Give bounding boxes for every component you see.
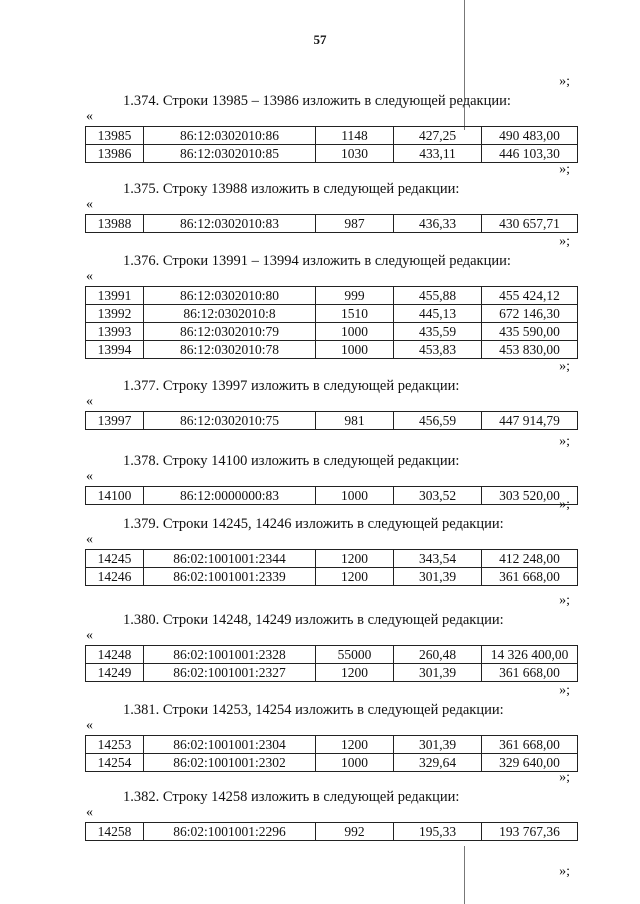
area-cell: 999 <box>316 287 394 305</box>
value-cell: 361 668,00 <box>482 568 578 586</box>
section-heading: 1.376. Строки 13991 – 13994 изложить в следующей редакции: <box>123 253 511 269</box>
cadastral-number-cell: 86:12:0302010:86 <box>144 127 316 145</box>
rate-cell: 435,59 <box>394 323 482 341</box>
area-cell: 1000 <box>316 754 394 772</box>
value-cell: 412 248,00 <box>482 550 578 568</box>
cadastral-number-cell: 86:12:0000000:83 <box>144 487 316 505</box>
opening-quote: « <box>86 718 93 733</box>
amendment-table <box>85 214 578 233</box>
opening-quote: « <box>86 394 93 409</box>
table-row <box>86 568 578 586</box>
table-row <box>86 646 578 664</box>
table-row <box>86 487 578 505</box>
fold-line-bottom <box>464 846 465 904</box>
cadastral-number-cell: 86:12:0302010:79 <box>144 323 316 341</box>
table-row <box>86 127 578 145</box>
value-cell: 435 590,00 <box>482 323 578 341</box>
amendment-table <box>85 645 578 682</box>
row-number-cell: 13991 <box>86 287 144 305</box>
cadastral-number-cell: 86:12:0302010:83 <box>144 215 316 233</box>
value-cell: 446 103,30 <box>482 145 578 163</box>
rate-cell: 260,48 <box>394 646 482 664</box>
area-cell: 55000 <box>316 646 394 664</box>
value-cell: 490 483,00 <box>482 127 578 145</box>
rate-cell: 301,39 <box>394 736 482 754</box>
amendment-table <box>85 822 578 841</box>
row-number-cell: 13988 <box>86 215 144 233</box>
table-row <box>86 305 578 323</box>
closing-quote: »; <box>559 359 570 374</box>
table-row <box>86 664 578 682</box>
cadastral-number-cell: 86:02:1001001:2304 <box>144 736 316 754</box>
fold-line-top <box>464 0 465 130</box>
value-cell: 14 326 400,00 <box>482 646 578 664</box>
table-row <box>86 145 578 163</box>
rate-cell: 343,54 <box>394 550 482 568</box>
row-number-cell: 13997 <box>86 412 144 430</box>
section-heading: 1.382. Строку 14258 изложить в следующей редакции: <box>123 789 460 805</box>
closing-quote: »; <box>559 864 570 879</box>
area-cell: 1200 <box>316 736 394 754</box>
rate-cell: 436,33 <box>394 215 482 233</box>
opening-quote: « <box>86 469 93 484</box>
closing-quote: »; <box>559 770 570 785</box>
row-number-cell: 14253 <box>86 736 144 754</box>
row-number-cell: 14245 <box>86 550 144 568</box>
row-number-cell: 14249 <box>86 664 144 682</box>
closing-quote: »; <box>559 434 570 449</box>
cadastral-number-cell: 86:02:1001001:2344 <box>144 550 316 568</box>
row-number-cell: 14258 <box>86 823 144 841</box>
table-row <box>86 215 578 233</box>
opening-quote: « <box>86 269 93 284</box>
amendment-table <box>85 411 578 430</box>
cadastral-number-cell: 86:12:0302010:85 <box>144 145 316 163</box>
value-cell: 361 668,00 <box>482 736 578 754</box>
section-heading: 1.379. Строки 14245, 14246 изложить в следующей редакции: <box>123 516 504 532</box>
section-heading: 1.377. Строку 13997 изложить в следующей редакции: <box>123 378 460 394</box>
area-cell: 981 <box>316 412 394 430</box>
area-cell: 987 <box>316 215 394 233</box>
cadastral-number-cell: 86:02:1001001:2302 <box>144 754 316 772</box>
table-row <box>86 550 578 568</box>
value-cell: 361 668,00 <box>482 664 578 682</box>
section-heading: 1.381. Строки 14253, 14254 изложить в следующей редакции: <box>123 702 504 718</box>
amendment-table <box>85 735 578 772</box>
table-row <box>86 412 578 430</box>
row-number-cell: 14254 <box>86 754 144 772</box>
closing-quote: »; <box>559 593 570 608</box>
cadastral-number-cell: 86:02:1001001:2327 <box>144 664 316 682</box>
cadastral-number-cell: 86:02:1001001:2339 <box>144 568 316 586</box>
rate-cell: 195,33 <box>394 823 482 841</box>
section-heading: 1.375. Строку 13988 изложить в следующей редакции: <box>123 181 460 197</box>
section-heading: 1.378. Строку 14100 изложить в следующей редакции: <box>123 453 460 469</box>
value-cell: 303 520,00 <box>482 487 578 505</box>
table-row <box>86 823 578 841</box>
cadastral-number-cell: 86:02:1001001:2296 <box>144 823 316 841</box>
row-number-cell: 14248 <box>86 646 144 664</box>
closing-quote: »; <box>559 234 570 249</box>
rate-cell: 329,64 <box>394 754 482 772</box>
cadastral-number-cell: 86:02:1001001:2328 <box>144 646 316 664</box>
rate-cell: 455,88 <box>394 287 482 305</box>
closing-quote: »; <box>559 683 570 698</box>
opening-quote: « <box>86 805 93 820</box>
rate-cell: 456,59 <box>394 412 482 430</box>
section-heading: 1.380. Строки 14248, 14249 изложить в следующей редакции: <box>123 612 504 628</box>
row-number-cell: 13986 <box>86 145 144 163</box>
value-cell: 430 657,71 <box>482 215 578 233</box>
row-number-cell: 13985 <box>86 127 144 145</box>
table-row <box>86 323 578 341</box>
area-cell: 1200 <box>316 664 394 682</box>
section-heading: 1.374. Строки 13985 – 13986 изложить в следующей редакции: <box>123 93 511 109</box>
cadastral-number-cell: 86:12:0302010:8 <box>144 305 316 323</box>
cadastral-number-cell: 86:12:0302010:80 <box>144 287 316 305</box>
cadastral-number-cell: 86:12:0302010:75 <box>144 412 316 430</box>
row-number-cell: 13992 <box>86 305 144 323</box>
value-cell: 193 767,36 <box>482 823 578 841</box>
amendment-table <box>85 286 578 359</box>
rate-cell: 301,39 <box>394 568 482 586</box>
row-number-cell: 13993 <box>86 323 144 341</box>
area-cell: 1148 <box>316 127 394 145</box>
value-cell: 672 146,30 <box>482 305 578 323</box>
rate-cell: 301,39 <box>394 664 482 682</box>
row-number-cell: 13994 <box>86 341 144 359</box>
page-number: 57 <box>313 32 327 47</box>
table-row <box>86 341 578 359</box>
amendment-table <box>85 549 578 586</box>
table-row <box>86 754 578 772</box>
table-row <box>86 287 578 305</box>
area-cell: 1510 <box>316 305 394 323</box>
opening-quote: « <box>86 628 93 643</box>
cadastral-number-cell: 86:12:0302010:78 <box>144 341 316 359</box>
closing-quote: »; <box>559 497 570 512</box>
closing-quote: »; <box>559 162 570 177</box>
area-cell: 992 <box>316 823 394 841</box>
rate-cell: 433,11 <box>394 145 482 163</box>
area-cell: 1000 <box>316 487 394 505</box>
row-number-cell: 14246 <box>86 568 144 586</box>
table-row <box>86 736 578 754</box>
amendment-table <box>85 126 578 163</box>
rate-cell: 427,25 <box>394 127 482 145</box>
rate-cell: 445,13 <box>394 305 482 323</box>
opening-quote: « <box>86 197 93 212</box>
area-cell: 1000 <box>316 341 394 359</box>
area-cell: 1200 <box>316 550 394 568</box>
rate-cell: 303,52 <box>394 487 482 505</box>
amendment-table <box>85 486 578 505</box>
area-cell: 1000 <box>316 323 394 341</box>
opening-quote: « <box>86 532 93 547</box>
value-cell: 329 640,00 <box>482 754 578 772</box>
value-cell: 455 424,12 <box>482 287 578 305</box>
rate-cell: 453,83 <box>394 341 482 359</box>
value-cell: 447 914,79 <box>482 412 578 430</box>
value-cell: 453 830,00 <box>482 341 578 359</box>
opening-quote: « <box>86 109 93 124</box>
closing-quote: »; <box>559 74 570 89</box>
area-cell: 1200 <box>316 568 394 586</box>
row-number-cell: 14100 <box>86 487 144 505</box>
area-cell: 1030 <box>316 145 394 163</box>
